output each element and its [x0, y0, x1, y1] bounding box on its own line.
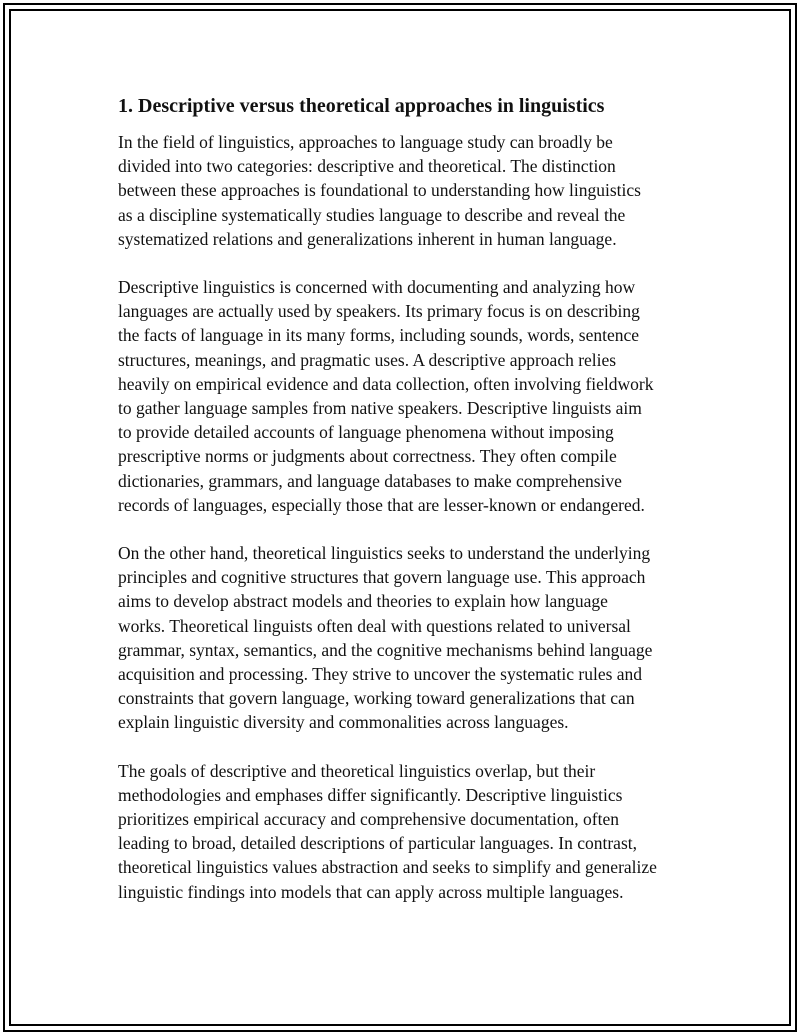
paragraph	[118, 541, 708, 735]
paragraph	[118, 130, 708, 251]
text-line: The goals of descriptive and theoretical linguistics overlap, but their	[118, 760, 596, 781]
text-line: divided into two categories: descriptive and theoretical. The distinction	[118, 156, 616, 177]
text-line: the facts of language in its many forms, including sounds, words, sentence	[118, 325, 640, 346]
section-heading: 1. Descriptive versus theoretical approaches in linguistics	[118, 95, 605, 117]
text-line: structures, meanings, and pragmatic uses. A descriptive approach relies	[118, 349, 617, 370]
text-line: to gather language samples from native speakers. Descriptive linguists aim	[118, 398, 642, 419]
text-line: acquisition and processing. They strive to uncover the systematic rules and	[118, 664, 643, 685]
text-line: grammar, syntax, semantics, and the cognitive mechanisms behind language	[118, 639, 653, 660]
paragraph	[118, 275, 708, 517]
text-line: linguistic findings into models that can apply across multiple languages.	[118, 881, 624, 902]
text-line: prioritizes empirical accuracy and comprehensive documentation, often	[118, 809, 619, 830]
paragraph	[118, 759, 708, 904]
text-line: principles and cognitive structures that govern language use. This approach	[118, 567, 646, 588]
text-line: explain linguistic diversity and commonalities across languages.	[118, 712, 569, 733]
text-line: methodologies and emphases differ significantly. Descriptive linguistics	[118, 784, 623, 805]
text-line: heavily on empirical evidence and data collection, often involving fieldwork	[118, 373, 654, 394]
text-line: leading to broad, detailed descriptions of particular languages. In contrast,	[118, 833, 637, 854]
text-line: prescriptive norms or judgments about correctness. They often compile	[118, 446, 617, 467]
text-line: On the other hand, theoretical linguistics seeks to understand the underlying	[118, 543, 651, 564]
text-line: languages are actually used by speakers. Its primary focus is on describing	[118, 301, 640, 322]
text-line: as a discipline systematically studies language to describe and reveal the	[118, 204, 626, 225]
document-body	[118, 92, 708, 928]
text-line: In the field of linguistics, approaches to language study can broadly be	[118, 132, 613, 152]
text-line: works. Theoretical linguists often deal with questions related to universal	[118, 615, 631, 636]
text-line: records of languages, especially those that are lesser-known or endangered.	[118, 494, 645, 515]
paragraph-list	[118, 130, 708, 904]
text-line: theoretical linguistics values abstraction and seeks to simplify and generalize	[118, 857, 657, 878]
text-line: constraints that govern language, working toward generalizations that can	[118, 688, 635, 709]
text-line: Descriptive linguistics is concerned with documenting and analyzing how	[118, 277, 636, 298]
text-line: dictionaries, grammars, and language databases to make comprehensive	[118, 470, 622, 491]
text-line: to provide detailed accounts of language phenomena without imposing	[118, 422, 614, 443]
text-line: systematized relations and generalizations inherent in human language.	[118, 228, 617, 249]
text-line: between these approaches is foundational to understanding how linguistics	[118, 180, 641, 201]
text-line: aims to develop abstract models and theories to explain how language	[118, 591, 608, 612]
